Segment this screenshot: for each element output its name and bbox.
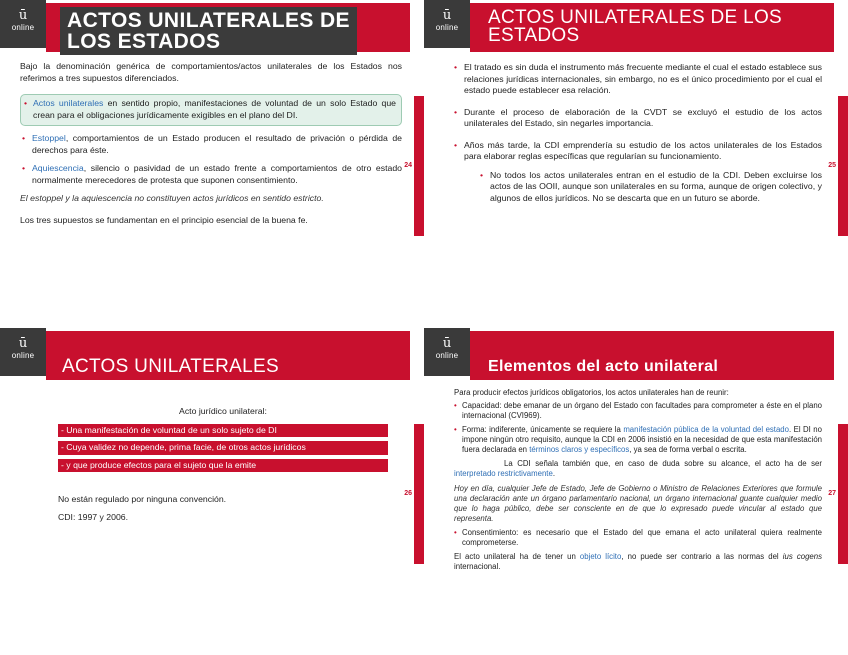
side-accent-bar: [838, 96, 848, 236]
side-accent-bar: [414, 424, 424, 564]
title-line-2: ESTADOS: [488, 25, 580, 46]
logo-symbol: ū: [442, 8, 452, 23]
online-logo: [0, 0, 46, 48]
term-estoppel: Estoppel: [32, 133, 66, 143]
italic-note: El estoppel y la aquiescencia no constituyen actos jurídicos en sentido estricto.: [20, 193, 324, 203]
bullet-text: en sentido propio, manifestaciones de voluntad de un solo Estado que crean para el obligaciones jurídicamente exigibles en el plano del DI.: [33, 98, 396, 120]
definition-line-2: - Cuya validez no depende, prima facie, de otros actos jurídicos: [58, 441, 388, 455]
slide-body: [452, 62, 822, 211]
bullet-text: . El DI no impone ningún otro requisito, aunque la CDI en 2006 insistió en la necesidad de que esta manifestación fuera declarada en: [462, 425, 822, 454]
side-accent-bar: [414, 96, 424, 236]
bullet-text: , silencio o pasividad de un estado frente a comportamientos de otro estado normalmente merecedores de protesta que suponen consentimiento.: [32, 163, 402, 185]
logo-symbol: ū: [442, 336, 452, 351]
online-logo: [424, 328, 470, 376]
cdi-text: La CDI señala también que, en caso de duda sobre su alcance, el acto ha de ser: [504, 459, 822, 468]
page-number: 25: [828, 162, 836, 169]
bullet-estoppel: [20, 133, 402, 156]
page-number: 27: [828, 490, 836, 497]
closing-text: Los tres supuestos se fundamentan en el principio esencial de la buena fe.: [20, 214, 308, 225]
intro-text: Para producir efectos jurídicos obligatorios, los actos unilaterales han de reunir:: [454, 388, 729, 397]
title-line-1: ACTOS UNILATERALES DE: [67, 9, 350, 32]
slide-body: [454, 388, 822, 572]
slide-title: Elementos del acto unilateral: [488, 358, 719, 375]
logo-text: online: [11, 23, 35, 32]
term-interpretado: interpretado restrictivamente: [454, 469, 553, 478]
bullet-cdi: • Años más tarde, la CDI emprendería su estudio de los actos unilaterales de los Estados para elaborar reglas específicas que regularían su funcionamiento.: [452, 140, 822, 163]
definition-heading: Acto jurídico unilateral:: [179, 406, 267, 416]
bullet-text: , ya sea de forma verbal o escrita.: [629, 445, 747, 454]
bullet-consentimiento: • Consentimiento: es necesario que el Estado del que emana el acto unilateral quiera realmente comprometerse.: [454, 528, 822, 548]
title-line-2: LOS ESTADOS: [67, 30, 221, 53]
slide-title: [60, 7, 357, 55]
slide-body: [58, 406, 388, 523]
page-number: 24: [404, 162, 412, 169]
cdi-text: .: [552, 469, 555, 478]
slide-26: [0, 328, 424, 655]
final-text: [454, 552, 822, 572]
slide-title: ACTOS UNILATERALES: [62, 356, 279, 377]
page-number: 26: [404, 490, 412, 497]
term-ius-cogens: ius cogens: [782, 552, 823, 561]
italic-example: Hoy en día, cualquier Jefe de Estado, Jefe de Gobierno o Ministro de Relaciones Exteriores que formule una declaración ante un órgano parlamentario nacional, un órgano internacional guante cualquier medio que lo haga público, debe ser consciente en de que lo expresado puede vincular al estado que representa.: [454, 484, 822, 523]
slide-24: [0, 0, 424, 327]
slide-body: [20, 61, 402, 226]
definition-line-3: - y que produce efectos para el sujeto que la emite: [58, 459, 388, 473]
bullet-cvdt: • Durante el proceso de elaboración de la CVDT se excluyó el estudio de los actos unilaterales del Estado, sin negarles importancia.: [452, 107, 822, 130]
title-line-1: ACTOS UNILATERALES DE LOS: [488, 7, 782, 28]
final-text-part: , no puede ser contrario a las normas del: [621, 552, 783, 561]
term-objeto-licito: objeto lícito: [579, 552, 622, 561]
bullet-forma: [454, 425, 822, 455]
bullet-tratado: • El tratado es sin duda el instrumento más frecuente mediante el cual el estado establece sus relaciones jurídicas internacionales, sin embargo, no es el único procedimiento por el cual el estado puede establecer esa relación.: [452, 62, 822, 97]
logo-text: online: [435, 23, 459, 32]
bullet-capacidad: • Capacidad: debe emanar de un órgano del Estado con facultades para comprometer a éste en el plano internacional (CVI969).: [454, 401, 822, 421]
bullet-aquiescencia: [20, 163, 402, 186]
online-logo: [424, 0, 470, 48]
term-actos-unilaterales: Actos unilaterales: [33, 98, 104, 108]
slide-25: [424, 0, 848, 327]
term-aquiescencia: Aquiescencia: [32, 163, 84, 173]
side-accent-bar: [838, 424, 848, 564]
bullet-text: Forma: indiferente, únicamente se requiere la: [462, 425, 624, 434]
final-text-part: El acto unilateral ha de tener un: [454, 552, 580, 561]
slide-27: [424, 328, 848, 655]
logo-text: online: [11, 351, 35, 360]
definition-line-1: - Una manifestación de voluntad de un solo sujeto de DI: [58, 424, 388, 438]
logo-symbol: ū: [18, 336, 28, 351]
cdi-note: [454, 459, 822, 479]
bullet-actos-unilaterales: [20, 94, 402, 126]
term-manifestacion: manifestación pública de la voluntad del estado: [623, 425, 789, 434]
online-logo: [0, 328, 46, 376]
intro-text: Bajo la denominación genérica de comportamientos/actos unilaterales de los Estados nos referimos a tres supuestos diferenciados.: [20, 61, 402, 83]
sub-bullet-ooii: • No todos los actos unilaterales entran en el estudio de la CDI. Deben excluirse los actos de las OOII, aunque son unilaterales en su forma, aunque de origen colectivo, y algunos de ellos jurídicos. No se descarta que en un futuro se aborde.: [478, 170, 822, 205]
logo-symbol: ū: [18, 8, 28, 23]
term-terminos-claros: términos claros y específicos: [529, 445, 630, 454]
note-convention: No están regulado por ninguna convención.: [58, 494, 227, 504]
final-text-part: internacional.: [454, 562, 501, 571]
slide-title: [488, 9, 782, 45]
note-cdi: CDI: 1997 y 2006.: [58, 511, 129, 522]
bullet-text: , comportamientos de un Estado producen el resultado de privación o pérdida de derechos para éste.: [32, 133, 402, 155]
logo-text: online: [435, 351, 459, 360]
